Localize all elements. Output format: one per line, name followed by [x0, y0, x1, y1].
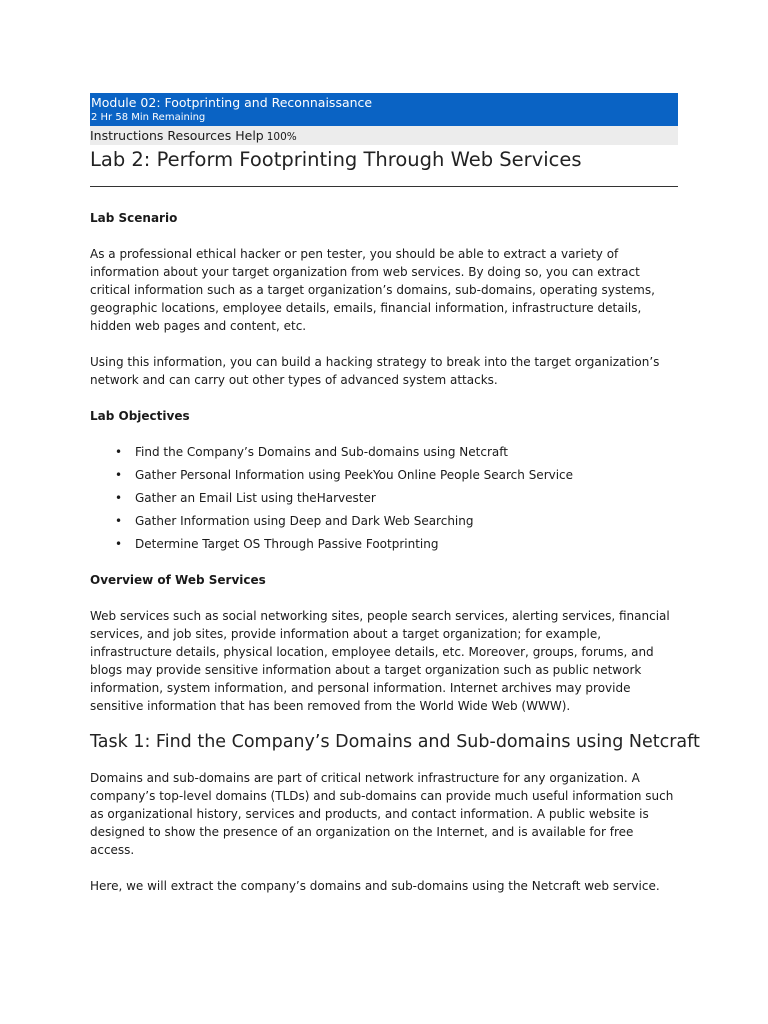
list-item: [90, 489, 678, 507]
toolbar: [90, 126, 678, 145]
scenario-paragraph-2: Using this information, you can build a hacking strategy to break into the target organization’s network and can carry out other types of advanced system attacks.: [90, 355, 660, 387]
page-title: Lab 2: Perform Footprinting Through Web Services: [90, 148, 582, 171]
scenario-heading: Lab Scenario: [90, 211, 178, 225]
list-item: [90, 512, 678, 530]
overview-paragraph: Web services such as social networking sites, people search services, alerting services, financial services, and job sites, provide information about a target organization; for example, infrastructure details, physical location, employee details, etc. Moreover, groups, forums, and blogs may provide sensitive information about a target organization such as public network information, system information, and personal information. Internet archives may provide sensitive information that has been removed from the World Wide Web (WWW).: [90, 609, 670, 713]
scenario-paragraph-1: As a professional ethical hacker or pen tester, you should be able to extract a variety of information about your target organization from web services. By doing so, you can extract critical information such as a target organization’s domains, sub-domains, operating systems, geographic locations, employee details, emails, financial information, infrastructure details, hidden web pages and content, etc.: [90, 247, 655, 333]
title-divider: [90, 186, 678, 187]
task-title: Task 1: Find the Company’s Domains and Sub-domains using Netcraft: [90, 732, 700, 752]
objective-text: Gather Information using Deep and Dark Web Searching: [135, 514, 474, 528]
tab-help[interactable]: Help: [235, 128, 264, 143]
time-remaining: 2 Hr 58 Min Remaining: [91, 112, 206, 123]
tab-instructions[interactable]: Instructions: [90, 128, 164, 143]
overview-heading: Overview of Web Services: [90, 573, 266, 587]
tab-resources[interactable]: Resources: [167, 128, 232, 143]
list-item: [90, 535, 678, 553]
objective-text: Find the Company’s Domains and Sub-domains using Netcraft: [135, 445, 508, 459]
bullet-icon: •: [115, 491, 123, 505]
lab-content: [90, 209, 700, 895]
bullet-icon: •: [115, 537, 123, 551]
objectives-heading: Lab Objectives: [90, 409, 190, 423]
task-paragraph-1: Domains and sub-domains are part of critical network infrastructure for any organization. A company’s top-level domains (TLDs) and sub-domains can provide much useful information such as organizational history, services and products, and contact information. A public website is designed to show the presence of an organization on the Internet, and is available for free access.: [90, 771, 674, 857]
objectives-list: [90, 443, 678, 553]
task-paragraph-2: Here, we will extract the company’s domains and sub-domains using the Netcraft web service.: [90, 879, 660, 893]
objective-text: Gather Personal Information using PeekYou Online People Search Service: [135, 468, 574, 482]
zoom-level[interactable]: 100%: [266, 131, 297, 143]
bullet-icon: •: [115, 468, 123, 482]
bullet-icon: •: [115, 445, 123, 459]
objective-text: Determine Target OS Through Passive Footprinting: [135, 537, 439, 551]
list-item: [90, 443, 678, 461]
list-item: [90, 466, 678, 484]
module-title: Module 02: Footprinting and Reconnaissance: [91, 95, 373, 110]
bullet-icon: •: [115, 514, 123, 528]
objective-text: Gather an Email List using theHarvester: [135, 491, 376, 505]
module-header: [90, 93, 678, 126]
